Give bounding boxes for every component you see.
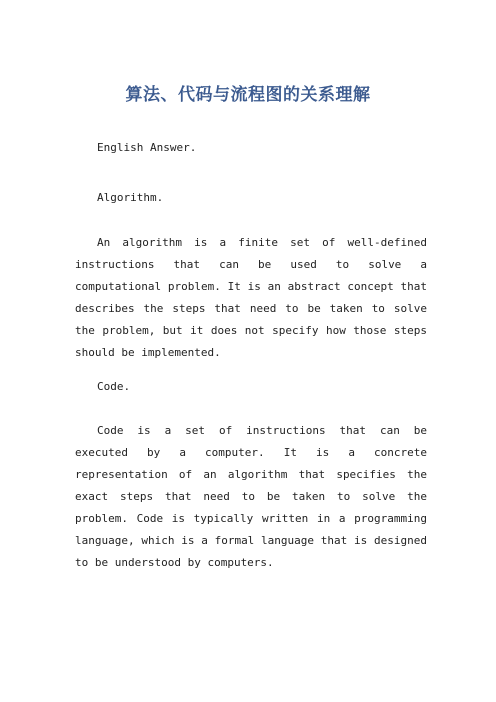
document-title: 算法、代码与流程图的关系理解 — [125, 85, 371, 105]
paragraph-algorithm-definition: An algorithm is a finite set of well-defined instructions that can be used to solve a computational problem. It is an abstract concept that describes the steps that need to be taken to solve the problem, but it does not specify how those steps should be implemented. — [75, 236, 427, 359]
paragraph-code-definition: Code is a set of instructions that can be executed by a computer. It is a concrete representation of an algorithm that specifies the exact steps that need to be taken to solve the problem. Code is typically written in a programming language, which is a formal language that is designed to be understood by computers. — [75, 424, 427, 569]
paragraph-english-answer: English Answer. — [97, 141, 197, 154]
heading-code: Code. — [97, 380, 131, 393]
heading-algorithm: Algorithm. — [97, 191, 164, 204]
